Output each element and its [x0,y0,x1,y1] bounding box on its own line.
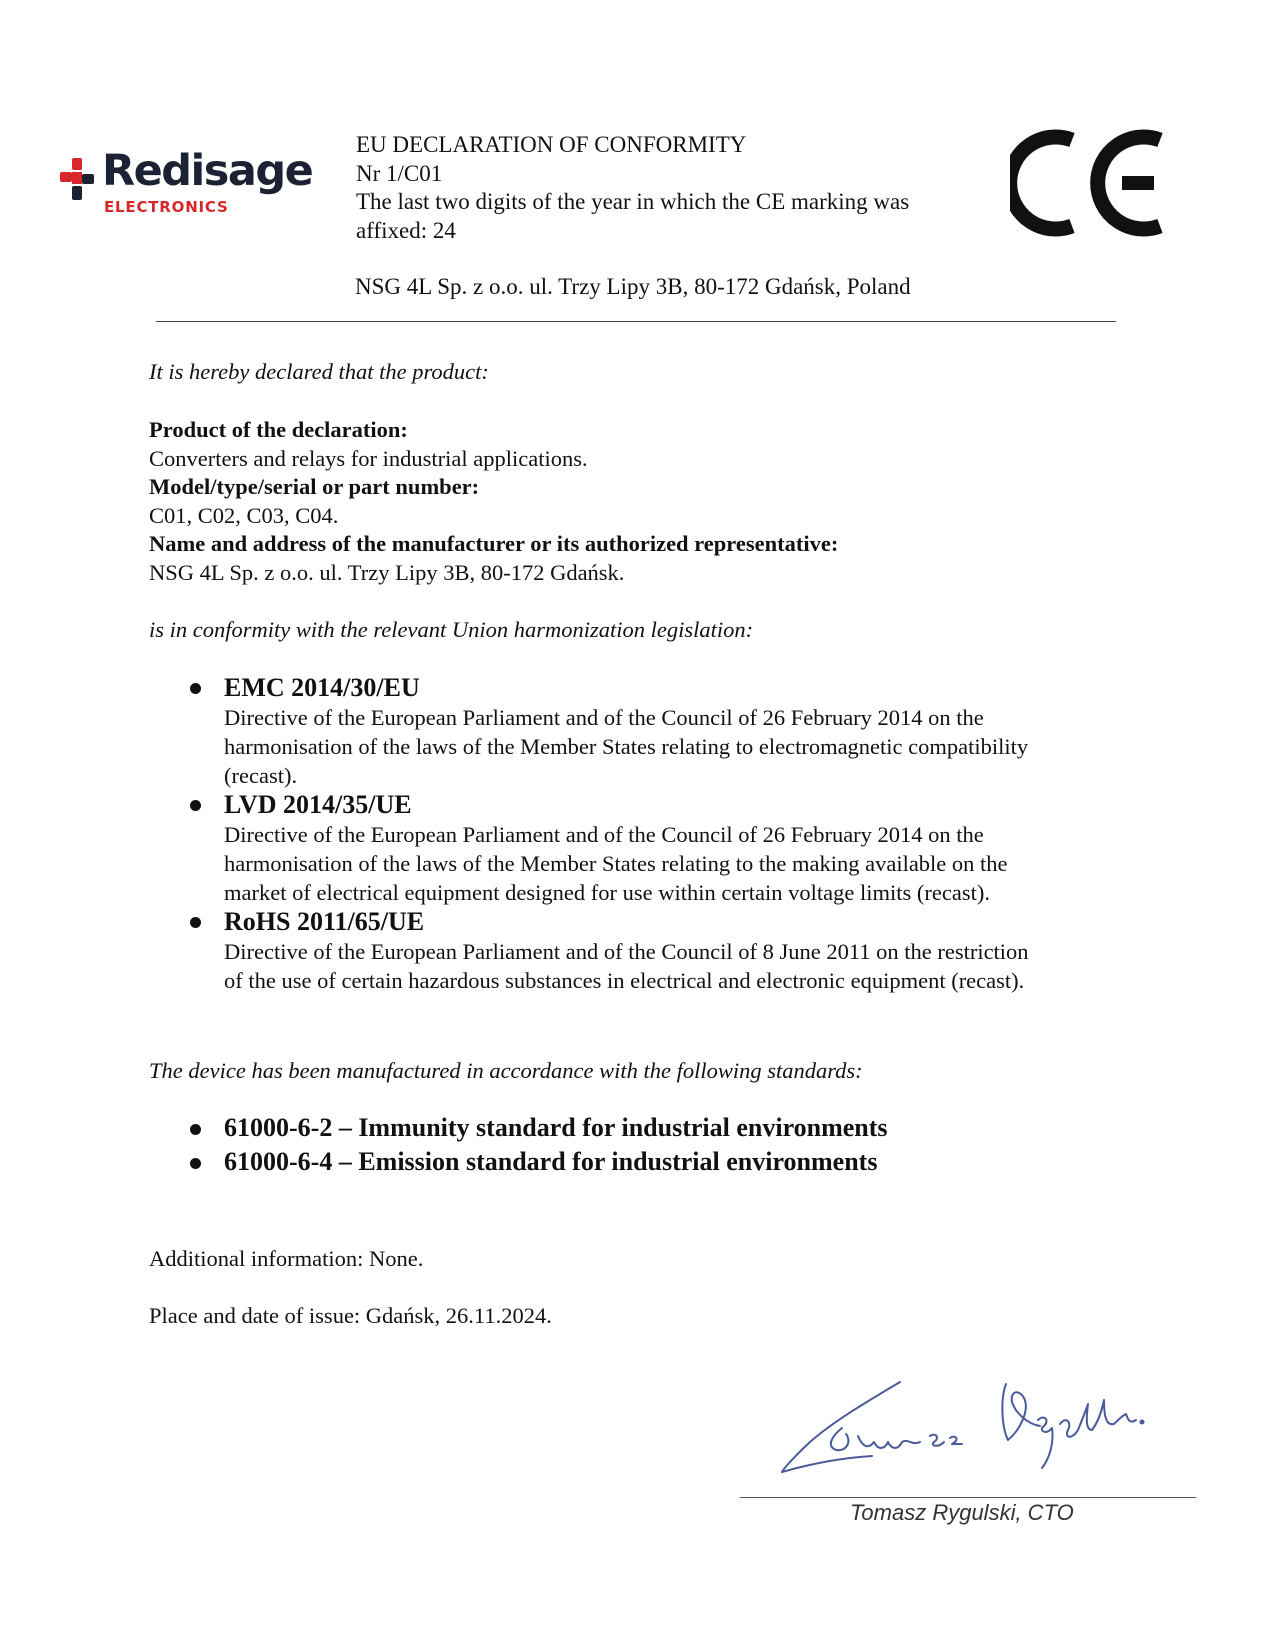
signature-line [740,1497,1196,1498]
directive-item [190,673,1130,790]
bullet-icon [190,1158,201,1169]
directive-desc-line: harmonisation of the laws of the Member States relating to electromagnetic compatibility [224,734,1029,759]
document-title: EU DECLARATION OF CONFORMITY [356,132,747,157]
directive-desc-line: (recast). [224,763,298,788]
manufacturer-label: Name and address of the manufacturer or its authorized representative: [149,531,839,556]
directive-description [224,703,1130,790]
directive-description [224,937,1130,995]
place-date-of-issue: Place and date of issue: Gdańsk, 26.11.2024. [149,1303,552,1328]
model-label: Model/type/serial or part number: [149,474,480,499]
standards-intro: The device has been manufactured in accordance with the following standards: [149,1058,863,1083]
company-address: NSG 4L Sp. z o.o. ul. Trzy Lipy 3B, 80-172 Gdańsk, Poland [355,274,911,299]
ce-mark-icon [1010,128,1168,238]
document-number: Nr 1/C01 [356,160,443,186]
directive-desc-line: Directive of the European Parliament and of the Council of 26 February 2014 on the [224,822,984,847]
handwritten-signature [780,1380,1170,1490]
directive-code: LVD 2014/35/UE [224,790,412,819]
standard-text: 61000-6-4 – Emission standard for industrial environments [224,1147,878,1176]
declaration-intro: It is hereby declared that the product: [149,359,489,384]
directive-desc-line: Directive of the European Parliament and of the Council of 8 June 2011 on the restriction [224,939,1029,964]
directive-item [190,790,1130,907]
ce-year-line-1: The last two digits of the year in which the CE marking was [356,189,910,214]
manufacturer-value: NSG 4L Sp. z o.o. ul. Trzy Lipy 3B, 80-172 Gdańsk. [149,559,625,585]
standard-item [190,1111,1130,1145]
logo-cross-icon [60,158,96,204]
directive-desc-line: market of electrical equipment designed for use within certain voltage limits (recast). [224,880,990,905]
model-value: C01, C02, C03, C04. [149,502,339,528]
directive-desc-line: Directive of the European Parliament and of the Council of 26 February 2014 on the [224,705,984,730]
directive-description [224,820,1130,907]
header-divider [156,321,1116,322]
logo-name: Redisage [102,146,313,196]
bullet-icon [190,917,201,928]
standard-item [190,1145,1130,1179]
product-details [149,416,1129,587]
bullet-icon [190,1124,201,1135]
signer-name: Tomasz Rygulski, CTO [850,1500,1074,1525]
logo-subtitle: ELECTRONICS [104,198,229,216]
directive-desc-line: harmonisation of the laws of the Member States relating to the making available on the [224,851,1008,876]
declaration-header [356,131,976,245]
ce-year-line-2: affixed: 24 [356,217,456,243]
directive-list [190,673,1130,995]
conformity-intro: is in conformity with the relevant Union harmonization legislation: [149,617,754,642]
directive-code: RoHS 2011/65/UE [224,907,425,936]
bullet-icon [190,683,201,694]
directive-item [190,907,1130,995]
directive-code: EMC 2014/30/EU [224,673,420,702]
product-label: Product of the declaration: [149,417,408,442]
additional-info: Additional information: None. [149,1246,424,1271]
standard-text: 61000-6-2 – Immunity standard for industrial environments [224,1113,888,1142]
bullet-icon [190,800,201,811]
company-logo [58,146,313,222]
directive-desc-line: of the use of certain hazardous substances in electrical and electronic equipment (recast). [224,968,1025,993]
product-value: Converters and relays for industrial applications. [149,445,588,471]
standards-list [190,1111,1130,1179]
